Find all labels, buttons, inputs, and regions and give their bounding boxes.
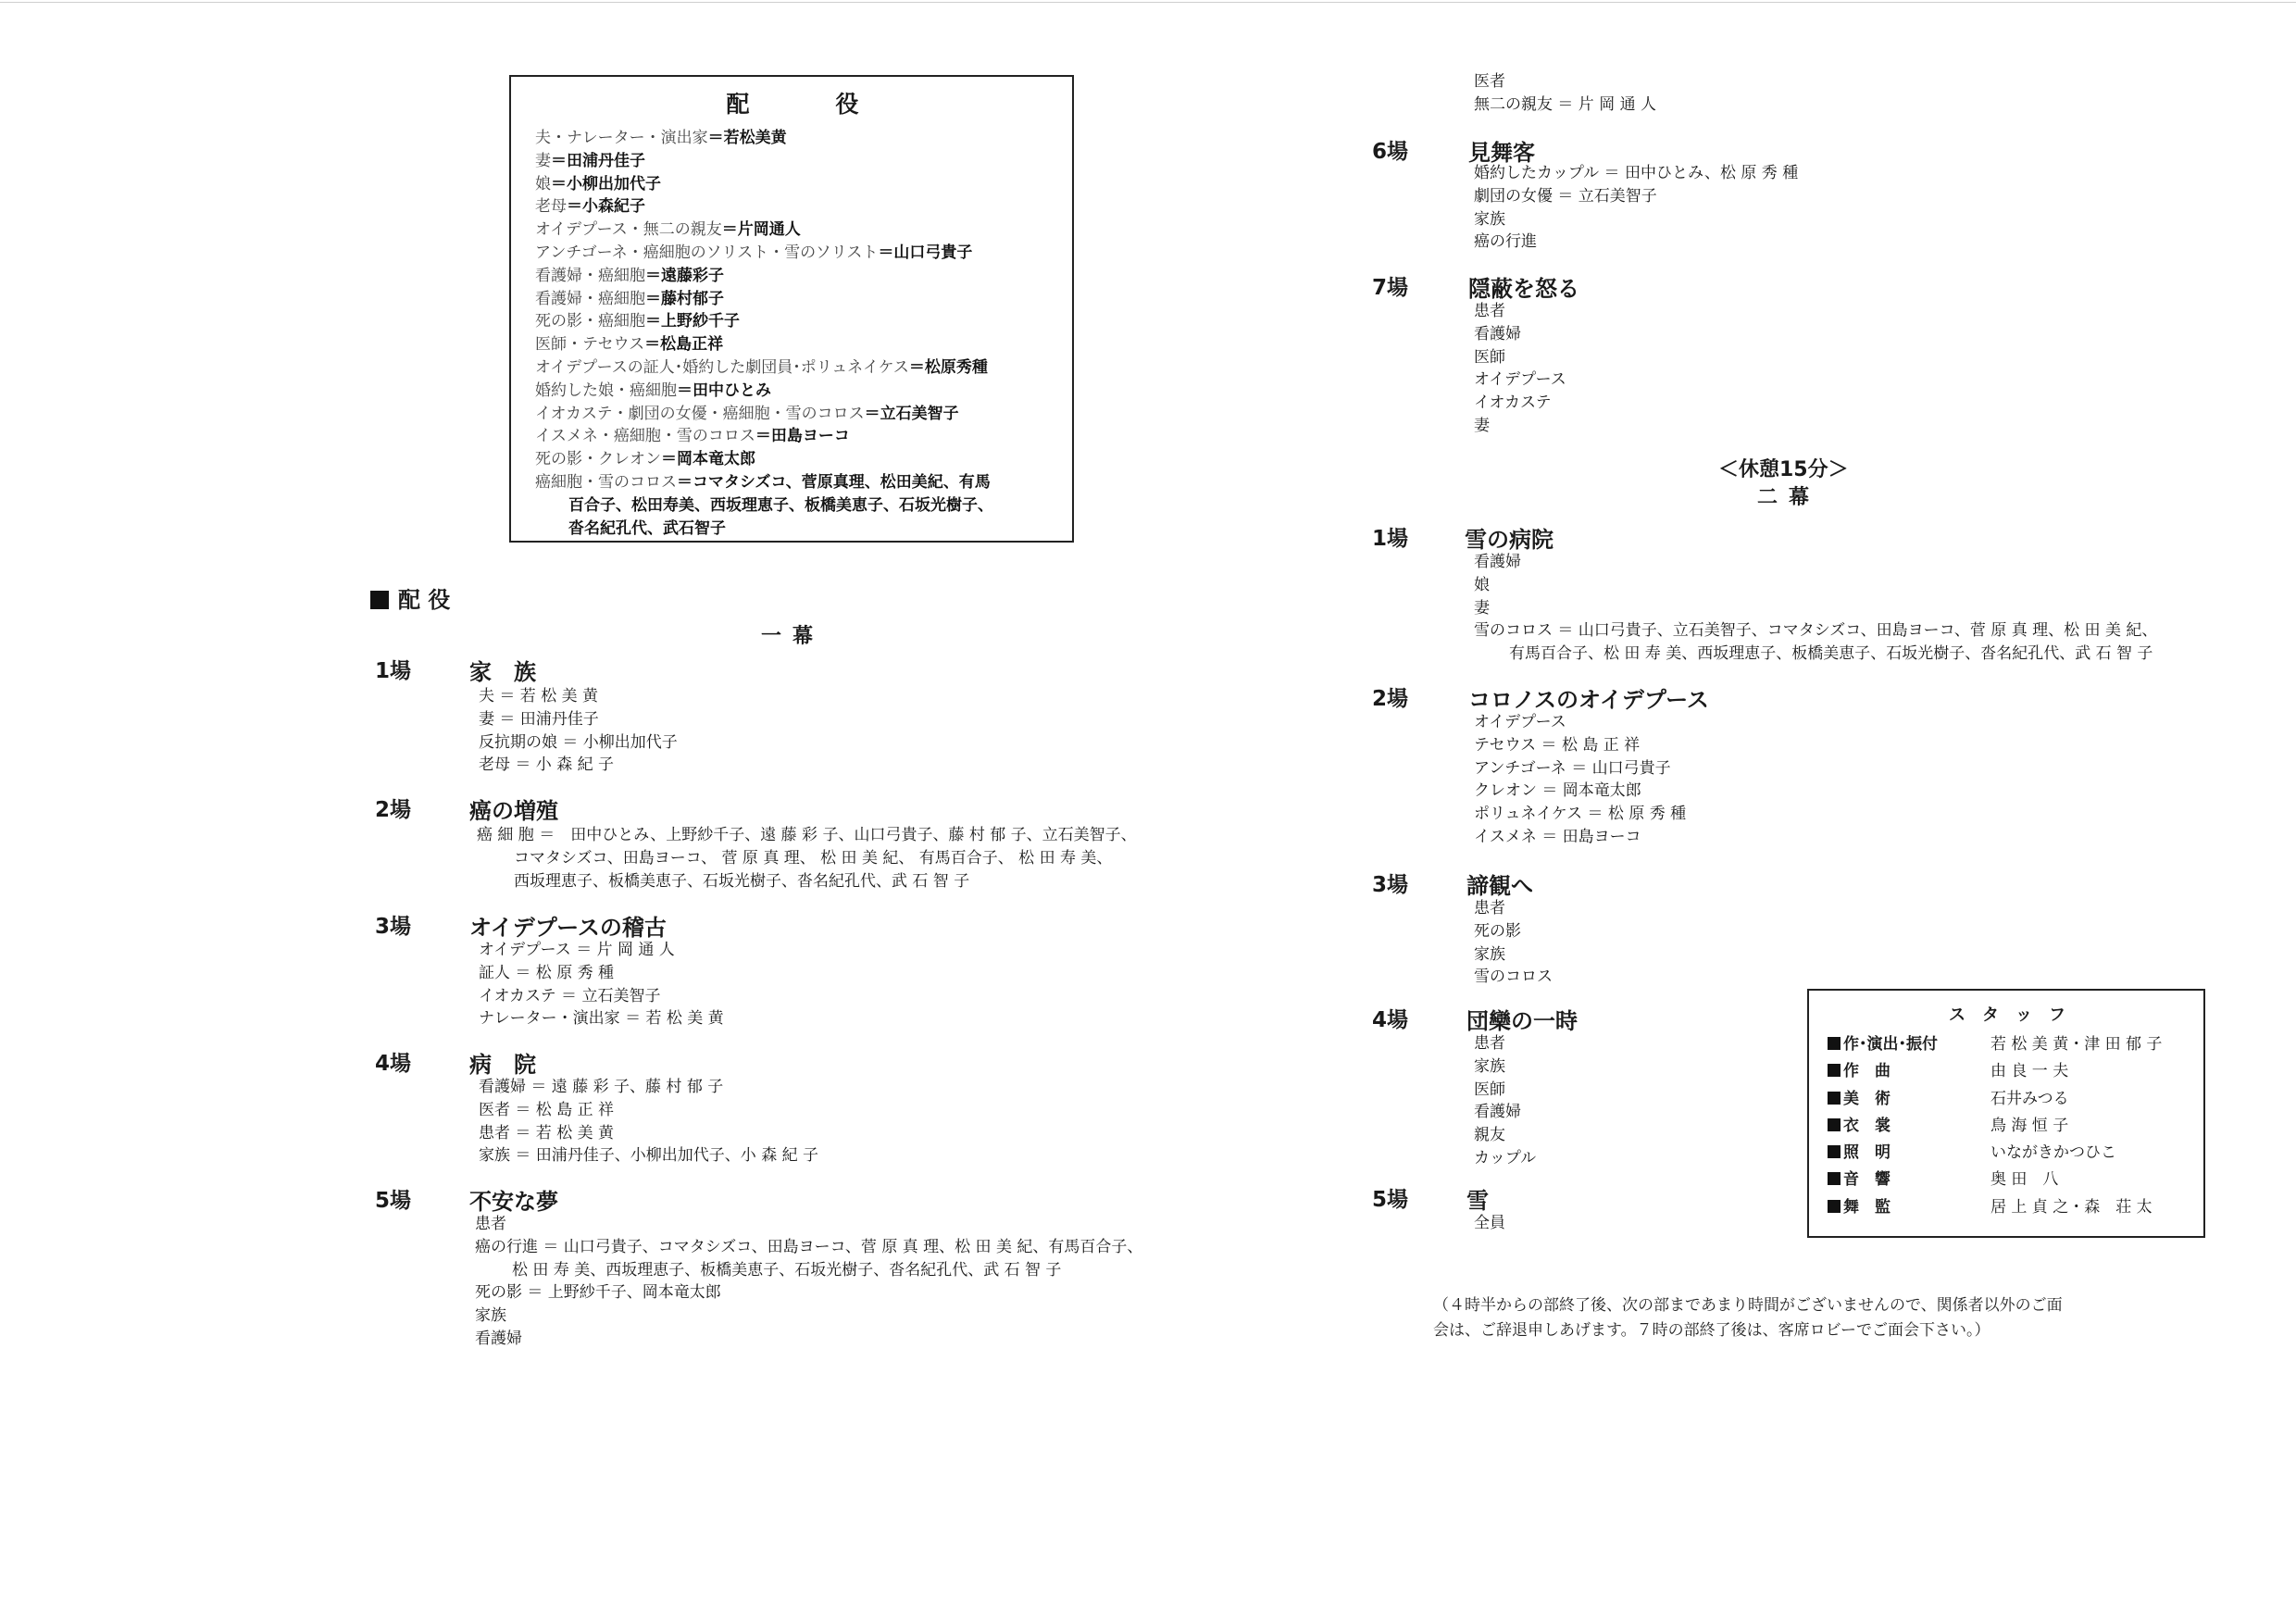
scene-line: 医師 <box>1474 1080 1505 1099</box>
cast-name: ＝田島ヨーコ <box>755 427 850 446</box>
scene-number: 3場 <box>375 915 412 939</box>
staff-role: 音 響 <box>1843 1170 1890 1190</box>
cast-line-continued <box>535 518 1072 541</box>
scene-title: 不安な夢 <box>469 1189 558 1215</box>
scene-title: コロノスのオイデプース <box>1468 687 1709 713</box>
scene-title: 雪 <box>1466 1188 1489 1214</box>
scene-number: 5場 <box>1372 1188 1409 1212</box>
scene-line: 夫 ＝ 若 松 美 黄 <box>479 687 599 705</box>
scene-line: 医師 <box>1474 347 1505 367</box>
scene-line: 有馬百合子、松 田 寿 美、西坂理恵子、板橋美恵子、石坂光樹子、沓名紀孔代、武 石 智 子 <box>1509 644 2153 664</box>
staff-name: 奥 田 八 <box>1990 1170 2059 1190</box>
cast-role: 老母 <box>535 197 567 217</box>
cast-name: 百合子、松田寿美、西坂理恵子、板橋美恵子、石坂光樹子、 <box>568 495 993 515</box>
visitor-note <box>1433 1293 2063 1343</box>
cast-line <box>535 242 1072 265</box>
scene-line: 無二の親友 ＝ 片 岡 通 人 <box>1474 94 1657 114</box>
scene-lines <box>1474 70 1656 117</box>
scene-line: 看護婦 ＝ 遠 藤 彩 子、藤 村 郁 子 <box>479 1078 724 1096</box>
cast-role: アンチゴーネ・癌細胞のソリスト・雪のソリスト <box>535 243 879 262</box>
scene-line: 証人 ＝ 松 原 秀 種 <box>479 963 615 982</box>
cast-role: 医師・テセウス <box>535 335 645 355</box>
scene-line: 患者 <box>1474 302 1505 320</box>
scene-line: 松 田 寿 美、西坂理恵子、板橋美恵子、石坂光樹子、沓名紀孔代、武 石 智 子 <box>512 1260 1062 1280</box>
cast-name: ＝小柳出加代子 <box>551 174 661 194</box>
scene-line: 癌 細 胞 ＝ 田中ひとみ、上野紗千子、遠 藤 彩 子、山口弓貴子、藤 村 郁 子、立石美智子、 <box>477 826 1137 844</box>
scene-number: 5場 <box>375 1189 412 1213</box>
scene-line: 患者 ＝ 若 松 美 黄 <box>479 1123 615 1142</box>
staff-role: 美 術 <box>1843 1089 1890 1108</box>
scene-line: 患者 <box>475 1215 506 1233</box>
scene-lines <box>1474 162 1798 254</box>
staff-role: 照 明 <box>1843 1143 1890 1163</box>
scene-line: 雪のコロス <box>1474 968 1553 987</box>
staff-name: 由 良 一 夫 <box>1990 1062 2069 1081</box>
scene-line: 家族 <box>1474 209 1505 229</box>
cast-name: ＝藤村郁子 <box>645 289 724 308</box>
cast-name: ＝小森紀子 <box>567 197 645 217</box>
cast-line-continued <box>535 494 1072 518</box>
scene-lines <box>1474 1032 1536 1170</box>
square-bullet-icon <box>1828 1092 1841 1105</box>
scene-number: 1場 <box>375 659 412 683</box>
cast-line <box>535 265 1072 288</box>
cast-line <box>535 288 1072 311</box>
top-edge-line <box>0 2 2296 3</box>
scene-lines <box>1474 1212 1505 1235</box>
staff-row <box>1828 1140 2203 1167</box>
scene-line: 妻 ＝ 田浦丹佳子 <box>479 709 599 729</box>
square-bullet-icon <box>370 591 389 609</box>
cast-line <box>535 403 1072 426</box>
scene-line: アンチゴーネ ＝ 山口弓貴子 <box>1474 758 1671 778</box>
scene-number: 2場 <box>1372 687 1409 711</box>
scene-title: 雪の病院 <box>1465 527 1554 553</box>
cast-role: イスメネ・癌細胞・雪のコロス <box>535 427 755 446</box>
scene-title: 癌の増殖 <box>469 798 558 824</box>
staff-name: 若 松 美 黄・津 田 郁 子 <box>1990 1035 2163 1054</box>
scene-line: コマタシズコ、田島ヨーコ、 菅 原 真 理、 松 田 美 紀、 有馬百合子、 松 田 寿 美、 <box>514 848 1113 868</box>
cast-name: ＝遠藤彩子 <box>645 266 724 285</box>
scene-line: カップル <box>1474 1148 1537 1167</box>
scene-lines <box>1474 897 1553 989</box>
cast-role: 死の影・癌細胞 <box>535 312 645 331</box>
square-bullet-icon <box>1828 1064 1841 1077</box>
staff-name: いながきかつひこ <box>1990 1143 2116 1163</box>
scene-lines <box>1474 551 2157 666</box>
scene-title: 見舞客 <box>1468 140 1535 166</box>
cast-name: ＝松島正祥 <box>644 335 724 355</box>
staff-row <box>1828 1031 2203 1058</box>
cast-box-lines <box>535 127 1072 540</box>
scene-line: 家族 <box>1474 1056 1505 1076</box>
scene-line: オイデプース <box>1474 370 1566 390</box>
cast-line <box>535 218 1072 242</box>
cast-role: 癌細胞・雪のコロス <box>535 472 677 492</box>
cast-name: ＝山口弓貴子 <box>878 243 973 262</box>
scene-line: 医者 <box>1474 72 1505 91</box>
scene-line: 看護婦 <box>475 1329 522 1348</box>
staff-box-title: スタッフ <box>1949 1005 2082 1025</box>
intermission-label: ＜休憩15分＞ <box>1718 458 1849 481</box>
cast-name: ＝立石美智子 <box>864 404 959 423</box>
scene-line: オイデプース <box>1474 713 1566 731</box>
cast-role: イオカステ・劇団の女優・癌細胞・雪のコロス <box>535 404 865 423</box>
scene-line: 妻 <box>1474 598 1490 618</box>
cast-name: ＝田中ひとみ <box>677 381 771 400</box>
staff-row <box>1828 1058 2203 1085</box>
scene-line: 親友 <box>1474 1126 1505 1145</box>
scene-lines <box>477 824 1137 893</box>
cast-name: ＝コマタシズコ、菅原真理、松田美紀、有馬 <box>677 472 991 492</box>
scene-line: 死の影 <box>1474 921 1521 941</box>
cast-role: オイデプース・無二の親友 <box>535 220 722 240</box>
scene-title: オイデプースの稽古 <box>469 915 667 941</box>
scene-line: 看護婦 <box>1474 553 1521 571</box>
cast-name: ＝上野紗千子 <box>645 312 740 331</box>
note-line: （４時半からの部終了後、次の部まであまり時間がございませんので、関係者以外のご面 <box>1433 1296 2063 1315</box>
act1-title: 一幕 <box>761 625 825 648</box>
scene-line: 妻 <box>1474 416 1490 435</box>
scene-line: 雪のコロス ＝ 山口弓貴子、立石美智子、コマタシズコ、田島ヨーコ、菅 原 真 理、松 田 美 紀、 <box>1474 621 2158 641</box>
cast-line <box>535 310 1072 333</box>
cast-role: 死の影・クレオン <box>535 450 661 469</box>
cast-role: 看護婦・癌細胞 <box>535 289 645 308</box>
scene-line: オイデプース ＝ 片 岡 通 人 <box>479 941 675 959</box>
scene-line: 反抗期の娘 ＝ 小柳出加代子 <box>479 732 678 752</box>
scene-line: ナレーター・演出家 ＝ 若 松 美 黄 <box>479 1009 724 1029</box>
cast-line <box>535 127 1072 150</box>
scene-title: 病 院 <box>469 1052 536 1078</box>
cast-role: オイデプースの証人･婚約した劇団員･ポリュネイケス <box>535 357 909 377</box>
cast-name: ＝松原秀種 <box>908 357 988 377</box>
scene-line: 家族 <box>475 1306 506 1326</box>
scene-line: イスメネ ＝ 田島ヨーコ <box>1474 827 1641 846</box>
scene-number: 1場 <box>1372 527 1409 551</box>
scene-number: 4場 <box>375 1052 412 1076</box>
scene-line: 家族 <box>1474 944 1505 964</box>
square-bullet-icon <box>1828 1200 1841 1213</box>
cast-line <box>535 380 1072 403</box>
cast-heading <box>370 581 450 614</box>
cast-role: 婚約した娘・癌細胞 <box>535 381 677 400</box>
cast-box-title: 配 役 <box>726 91 891 118</box>
cast-line <box>535 150 1072 173</box>
scene-line: イオカステ <box>1474 393 1552 413</box>
square-bullet-icon <box>1828 1145 1841 1158</box>
scene-lines <box>1474 711 1686 849</box>
scene-number: 3場 <box>1372 873 1409 897</box>
scene-line: 医者 ＝ 松 島 正 祥 <box>479 1100 615 1119</box>
scene-line: 娘 <box>1474 575 1490 594</box>
staff-role: 衣 裳 <box>1843 1116 1890 1135</box>
scene-line: 看護婦 <box>1474 1103 1521 1122</box>
cast-box <box>509 75 1074 543</box>
cast-name: ＝若松美黄 <box>707 129 787 147</box>
scene-line: 患者 <box>1474 1034 1505 1053</box>
cast-role: 妻 <box>535 151 551 170</box>
scene-lines <box>1474 300 1566 438</box>
scene-lines <box>479 685 678 777</box>
cast-line <box>535 425 1072 448</box>
scene-line: ポリュネイケス ＝ 松 原 秀 種 <box>1474 805 1687 824</box>
staff-name: 石井みつる <box>1990 1089 2069 1108</box>
scene-title: 家 族 <box>469 659 536 685</box>
cast-line <box>535 195 1072 218</box>
cast-name: ＝田浦丹佳子 <box>551 151 645 170</box>
staff-name: 鳥 海 恒 子 <box>1990 1116 2069 1135</box>
scene-line: 看護婦 <box>1474 324 1521 343</box>
scene-lines <box>475 1213 1142 1351</box>
scene-lines <box>479 939 724 1030</box>
scene-lines <box>479 1076 818 1167</box>
scene-number: 2場 <box>375 798 412 822</box>
cast-role: 夫・ナレーター・演出家 <box>535 129 708 147</box>
scene-line: テセウス ＝ 松 島 正 祥 <box>1474 735 1641 755</box>
scene-line: 患者 <box>1474 899 1505 918</box>
scene-number: 4場 <box>1372 1008 1409 1032</box>
scene-line: 家族 ＝ 田浦丹佳子、小柳出加代子、小 森 紀 子 <box>479 1146 819 1166</box>
cast-heading-text: 配 役 <box>398 587 451 613</box>
scene-line: 癌の行進 ＝ 山口弓貴子、コマタシズコ、田島ヨーコ、菅 原 真 理、松 田 美 紀、有馬百合子、 <box>475 1237 1143 1256</box>
cast-line <box>535 471 1072 494</box>
cast-role: 看護婦・癌細胞 <box>535 266 645 285</box>
staff-row <box>1828 1086 2203 1113</box>
staff-role: 作･演出･振付 <box>1843 1035 1938 1054</box>
square-bullet-icon <box>1828 1172 1841 1185</box>
cast-line <box>535 356 1072 380</box>
staff-role: 作 曲 <box>1843 1062 1890 1081</box>
cast-line <box>535 173 1072 196</box>
staff-row <box>1828 1194 2203 1221</box>
scene-title: 隠蔽を怒る <box>1468 276 1579 302</box>
scene-title: 団欒の一時 <box>1466 1008 1578 1034</box>
scene-line: 劇団の女優 ＝ 立石美智子 <box>1474 186 1657 206</box>
scene-line: 西坂理恵子、板橋美恵子、石坂光樹子、沓名紀孔代、武 石 智 子 <box>514 871 970 891</box>
square-bullet-icon <box>1828 1118 1841 1131</box>
scene-line: クレオン ＝ 岡本竜太郎 <box>1474 781 1641 801</box>
staff-row <box>1828 1113 2203 1140</box>
scene-line: イオカステ ＝ 立石美智子 <box>479 986 661 1005</box>
scene-line: 婚約したカップル ＝ 田中ひとみ、松 原 秀 種 <box>1474 164 1799 182</box>
cast-role: 娘 <box>535 174 551 194</box>
staff-row <box>1828 1167 2203 1193</box>
scene-line: 老母 ＝ 小 森 紀 子 <box>479 755 615 775</box>
scene-line: 死の影 ＝ 上野紗千子、岡本竜太郎 <box>475 1283 721 1303</box>
staff-box <box>1807 989 2205 1238</box>
staff-name: 居 上 貞 之・森 荘 太 <box>1990 1197 2152 1217</box>
scene-number: 6場 <box>1372 140 1409 164</box>
cast-name: ＝岡本竜太郎 <box>661 450 755 469</box>
cast-name: 沓名紀孔代、武石智子 <box>568 518 726 538</box>
cast-name: ＝片岡通人 <box>721 220 801 240</box>
square-bullet-icon <box>1828 1037 1841 1050</box>
note-line: 会は、ご辞退申しあげます。７時の部終了後は、客席ロビーでご面会下さい。） <box>1433 1321 1990 1340</box>
act2-title: 二幕 <box>1757 486 1821 509</box>
staff-role: 舞 監 <box>1843 1197 1890 1217</box>
scene-line: 癌の行進 <box>1474 232 1537 252</box>
scene-title: 諦観へ <box>1466 873 1533 899</box>
scene-line: 全員 <box>1474 1214 1505 1232</box>
scene-number: 7場 <box>1372 276 1409 300</box>
cast-line <box>535 333 1072 356</box>
cast-line <box>535 448 1072 471</box>
